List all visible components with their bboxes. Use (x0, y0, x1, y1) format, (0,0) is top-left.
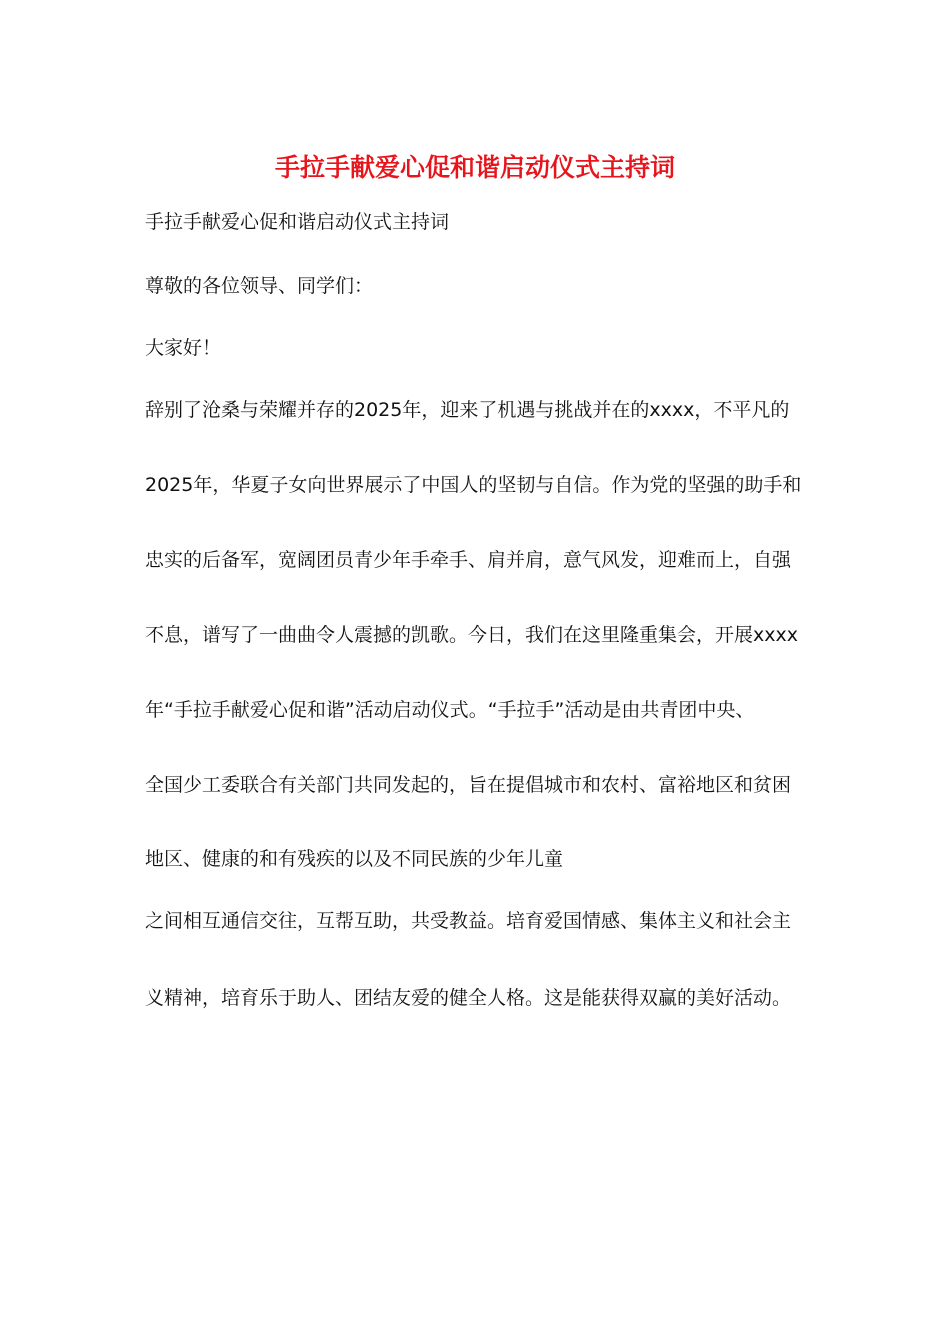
body-line: 年“手拉手献爱心促和谐”活动启动仪式。“手拉手”活动是由共青团中央、 (145, 699, 755, 721)
body-line: 忠实的后备军，宽阔团员青少年手牵手、肩并肩，意气风发，迎难而上，自强 (145, 549, 792, 571)
body-line: 地区、健康的和有残疾的以及不同民族的少年儿童 (145, 848, 564, 870)
body-line: 义精神，培育乐于助人、团结友爱的健全人格。这是能获得双赢的美好活动。 (145, 987, 792, 1009)
body-line: 之间相互通信交往，互帮互助，共受教益。培育爱国情感、集体主义和社会主 (145, 910, 792, 932)
body-line: 全国少工委联合有关部门共同发起的，旨在提倡城市和农村、富裕地区和贫困 (145, 774, 792, 796)
document-title: 手拉手献爱心促和谐启动仪式主持词 (274, 153, 675, 182)
subtitle-line: 手拉手献爱心促和谐启动仪式主持词 (145, 211, 450, 233)
body-line: 2025年，华夏子女向世界展示了中国人的坚韧与自信。作为党的坚强的助手和 (145, 474, 802, 496)
body-line: 辞别了沧桑与荣耀并存的2025年，迎来了机遇与挑战并在的xxxx，不平凡的 (145, 399, 790, 421)
body-line: 不息，谱写了一曲曲令人震撼的凯歌。今日，我们在这里隆重集会，开展xxxx (145, 624, 798, 646)
salutation-line: 尊敬的各位领导、同学们： (145, 275, 374, 297)
greeting-line: 大家好！ (145, 337, 222, 359)
